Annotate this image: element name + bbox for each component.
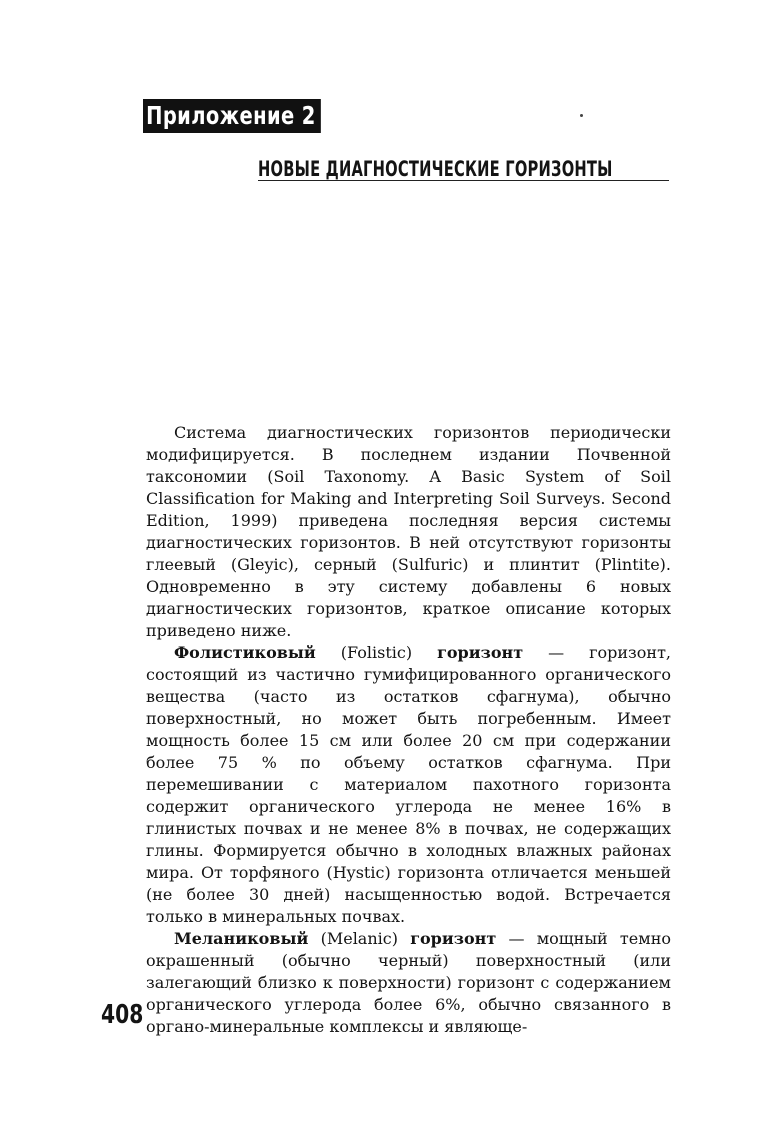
melanic-word: горизонт	[410, 929, 497, 948]
folistic-text: — горизонт, состоящий из частично гумифицированного органического вещества (часто из остатков сфагнума), обычно поверхностный, но может быть погребенным. Имеет мощность более 15 см или более 20 см при содержании более 75 % по объему остатков сфагнума. При перемешивании с материалом пахотного горизонта содержит органического углерода не менее 16% в глинистых почвах и не менее 8% в почвах, не содержащих глины. Формируется обычно в холодных влажных районах мира. От торфяного (Hystic) горизонта отличается меньшей (не более 30 дней) насыщенностью водой. Встречается только в минеральных почвах.	[146, 643, 671, 926]
folistic-paragraph	[146, 642, 671, 928]
folistic-word: горизонт	[437, 643, 524, 662]
melanic-paragraph	[146, 928, 671, 1038]
melanic-text: — мощный темно окрашенный (обычно черный) поверхностный (или залегающий близко к поверхности) горизонт с содержанием органического углерода более 6%, обычно связанного в органо-минеральные комплексы и являюще-	[146, 929, 671, 1036]
appendix-label: Приложение 2	[143, 99, 320, 133]
title-underline	[258, 180, 669, 181]
intro-paragraph: Система диагностических горизонтов периодически модифицируется. В последнем издании Почвенной таксономии (Soil Taxonomy. A Basic System of Soil Classification for Making and Interpreting Soil Surveys. Second Edition, 1999) приведена последняя версия системы диагностических горизонтов. В ней отсутствуют горизонты глеевый (Gleyic), серный (Sulfuric) и плинтит (Plintite). Одновременно в эту систему добавлены 6 новых диагностических горизонтов, краткое описание которых приведено ниже.	[146, 423, 671, 640]
folistic-latin: (Folistic)	[315, 643, 438, 662]
page-number: 408	[101, 1000, 144, 1030]
folistic-term: Фолистиковый	[174, 643, 316, 662]
melanic-latin: (Melanic)	[308, 929, 411, 948]
section-title: НОВЫЕ ДИАГНОСТИЧЕСКИЕ ГОРИЗОНТЫ	[258, 157, 613, 181]
melanic-term: Меланиковый	[174, 929, 309, 948]
print-speck	[580, 114, 583, 117]
body-text	[146, 422, 671, 1038]
